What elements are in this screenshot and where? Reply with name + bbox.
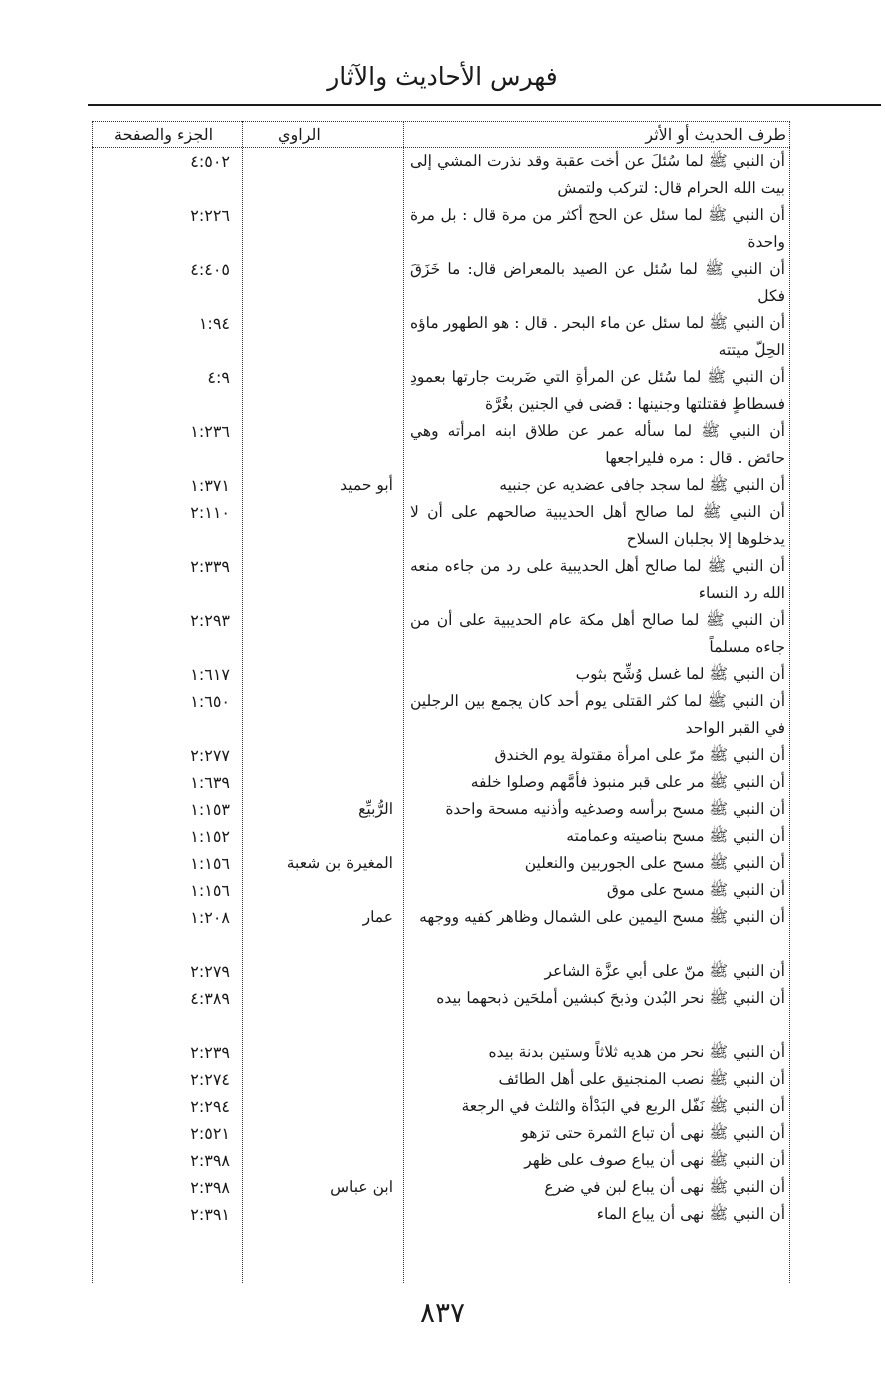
volume-page-ref: ٤:٥٠٢	[190, 152, 230, 171]
table-top-rule	[92, 121, 790, 122]
table-row	[92, 904, 790, 958]
volume-page-ref: ٢:٢٧٩	[190, 962, 230, 981]
table-row	[92, 1039, 790, 1066]
hadith-text: أن النبي ﷺ لما سُئل عن الصيد بالمعراض قال: ما خَزَقَ فكل	[410, 260, 785, 305]
volume-page-ref: ٢:٣٩١	[190, 1205, 230, 1224]
hadith-text: أن النبي ﷺ لما صالح أهل الحديبية صالحهم على أن لا يدخلوها إلا بجلبان السلاح	[410, 503, 785, 548]
volume-page-ref: ١:٦٥٠	[190, 692, 230, 711]
table-row	[92, 364, 790, 418]
volume-page-ref: ٢:٢٣٩	[190, 1043, 230, 1062]
volume-page-ref: ١:٦١٧	[190, 665, 230, 684]
table-row	[92, 607, 790, 661]
hadith-text: أن النبي ﷺ لما سُئلَ عن أخت عقبة وقد نذرت المشي إلى بيت الله الحرام قال: لتركب ولتمش	[410, 152, 785, 197]
table-row	[92, 877, 790, 904]
narrator-name: أبو حميد	[340, 476, 393, 494]
column-header-ref: الجزء والصفحة	[114, 125, 214, 144]
volume-page-ref: ١:٩٤	[198, 314, 230, 333]
table-row	[92, 418, 790, 472]
table-row	[92, 1066, 790, 1093]
volume-page-ref: ١:١٥٢	[190, 827, 230, 846]
hadith-text: أن النبي ﷺ لما سئل عن ماء البحر . قال : هو الطهور ماؤه الحِلّ ميتته	[410, 314, 785, 359]
hadith-text: أن النبي ﷺ مسح برأسه وصدغيه وأذنيه مسحة واحدة	[445, 800, 785, 818]
hadith-text: أن النبي ﷺ لما صالح أهل الحديبية على رد من جاءه منعه الله رد النساء	[410, 557, 785, 602]
column-header-hadith: طرف الحديث أو الأثر	[645, 125, 786, 144]
hadith-text: أن النبي ﷺ مسح اليمين على الشمال وظاهر كفيه ووجهه	[419, 908, 785, 926]
page-number: ٨٣٧	[419, 1296, 466, 1329]
page-title: فهرس الأحاديث والآثار	[327, 62, 558, 91]
volume-page-ref: ٢:٥٢١	[190, 1124, 230, 1143]
table-body	[92, 148, 790, 1228]
table-row	[92, 958, 790, 985]
table-row	[92, 688, 790, 742]
narrator-name: المغيرة بن شعبة	[286, 854, 393, 872]
volume-page-ref: ١:١٥٦	[190, 881, 230, 900]
volume-page-ref: ٢:١١٠	[190, 503, 230, 522]
table-row	[92, 310, 790, 364]
volume-page-ref: ٢:٣٣٩	[190, 557, 230, 576]
column-header-narrator: الراوي	[278, 125, 321, 144]
narrator-name: ابن عباس	[330, 1178, 393, 1196]
volume-page-ref: ١:٢٠٨	[190, 908, 230, 927]
hadith-text: أن النبي ﷺ نحر من هديه ثلاثاً وستين بدنة بيده	[488, 1043, 785, 1061]
hadith-text: أن النبي ﷺ لما سُئل عن المرأةِ التي ضَربت جارتها بعمودِ فسطاطٍ فقتلتها وجنينها : قضى في الجنين بغُرَّة	[410, 368, 785, 413]
volume-page-ref: ٤:٣٨٩	[190, 989, 230, 1008]
table-row	[92, 553, 790, 607]
volume-page-ref: ٢:٣٩٨	[190, 1151, 230, 1170]
volume-page-ref: ١:٢٣٦	[190, 422, 230, 441]
index-table	[92, 121, 790, 1283]
narrator-name: عمار	[362, 908, 393, 926]
volume-page-ref: ٢:٢٢٦	[190, 206, 230, 225]
hadith-text: أن النبي ﷺ نصب المنجنيق على أهل الطائف	[498, 1070, 785, 1088]
table-row	[92, 499, 790, 553]
hadith-text: أن النبي ﷺ نهى أن يباع صوف على ظهر	[524, 1151, 785, 1169]
volume-page-ref: ٤:٩	[207, 368, 230, 387]
volume-page-ref: ١:٦٣٩	[190, 773, 230, 792]
table-row	[92, 1174, 790, 1201]
table-row	[92, 472, 790, 499]
volume-page-ref: ٢:٢٩٤	[190, 1097, 230, 1116]
title-divider	[88, 104, 881, 106]
volume-page-ref: ١:٣٧١	[190, 476, 230, 495]
hadith-text: أن النبي ﷺ لما غسل وُشِّح بثوب	[575, 665, 785, 683]
hadith-text: أن النبي ﷺ منّ على أبي عزَّة الشاعر	[544, 962, 785, 980]
hadith-text: أن النبي ﷺ نهى أن تباع الثمرة حتى تزهو	[521, 1124, 785, 1142]
volume-page-ref: ٢:٢٩٣	[190, 611, 230, 630]
hadith-text: أن النبي ﷺ مسح على الجوربين والنعلين	[524, 854, 785, 872]
volume-page-ref: ١:١٥٣	[190, 800, 230, 819]
table-row	[92, 148, 790, 202]
hadith-text: أن النبي ﷺ لما صالح أهل مكة عام الحديبية على أن من جاءه مسلماً	[410, 611, 785, 656]
table-row	[92, 823, 790, 850]
table-row	[92, 742, 790, 769]
hadith-text: أن النبي ﷺ نحر البُدن وذبحَ كبشين أملحَين ذبحهما بيده	[436, 989, 785, 1007]
table-row	[92, 985, 790, 1039]
hadith-text: أن النبي ﷺ لما سأله عمر عن طلاق ابنه امرأته وهي حائض . قال : مره فليراجعها	[410, 422, 785, 467]
narrator-name: الرُّبيِّع	[358, 800, 393, 818]
volume-page-ref: ٢:٢٧٤	[190, 1070, 230, 1089]
table-row	[92, 1093, 790, 1120]
table-row	[92, 202, 790, 256]
hadith-text: أن النبي ﷺ لما سجد جافى عضديه عن جنبيه	[499, 476, 785, 494]
table-row	[92, 1120, 790, 1147]
hadith-text: أن النبي ﷺ نهى أن يباع لبن في ضرع	[544, 1178, 785, 1196]
volume-page-ref: ١:١٥٦	[190, 854, 230, 873]
hadith-text: أن النبي ﷺ مسح بناصيته وعمامته	[566, 827, 785, 845]
table-row	[92, 850, 790, 877]
hadith-text: أن النبي ﷺ لما سئل عن الحج أكثر من مرة قال : بل مرة واحدة	[410, 206, 785, 251]
table-row	[92, 1201, 790, 1228]
hadith-text: أن النبي ﷺ نَفّل الربع في البَدْأة والثلث في الرجعة	[461, 1097, 785, 1115]
hadith-text: أن النبي ﷺ لما كثر القتلى يوم أحد كان يجمع بين الرجلين في القبر الواحد	[410, 692, 785, 737]
table-row	[92, 769, 790, 796]
table-row	[92, 661, 790, 688]
volume-page-ref: ٢:٣٩٨	[190, 1178, 230, 1197]
hadith-text: أن النبي ﷺ مر على قبر منبوذ فأمَّهم وصلوا خلفه	[470, 773, 785, 791]
hadith-text: أن النبي ﷺ مرّ على امرأة مقتولة يوم الخندق	[494, 746, 785, 764]
table-row	[92, 796, 790, 823]
table-row	[92, 256, 790, 310]
hadith-text: أن النبي ﷺ نهى أن يباع الماء	[596, 1205, 785, 1223]
hadith-text: أن النبي ﷺ مسح على موق	[606, 881, 785, 899]
volume-page-ref: ٤:٤٠٥	[190, 260, 230, 279]
volume-page-ref: ٢:٢٧٧	[190, 746, 230, 765]
table-row	[92, 1147, 790, 1174]
